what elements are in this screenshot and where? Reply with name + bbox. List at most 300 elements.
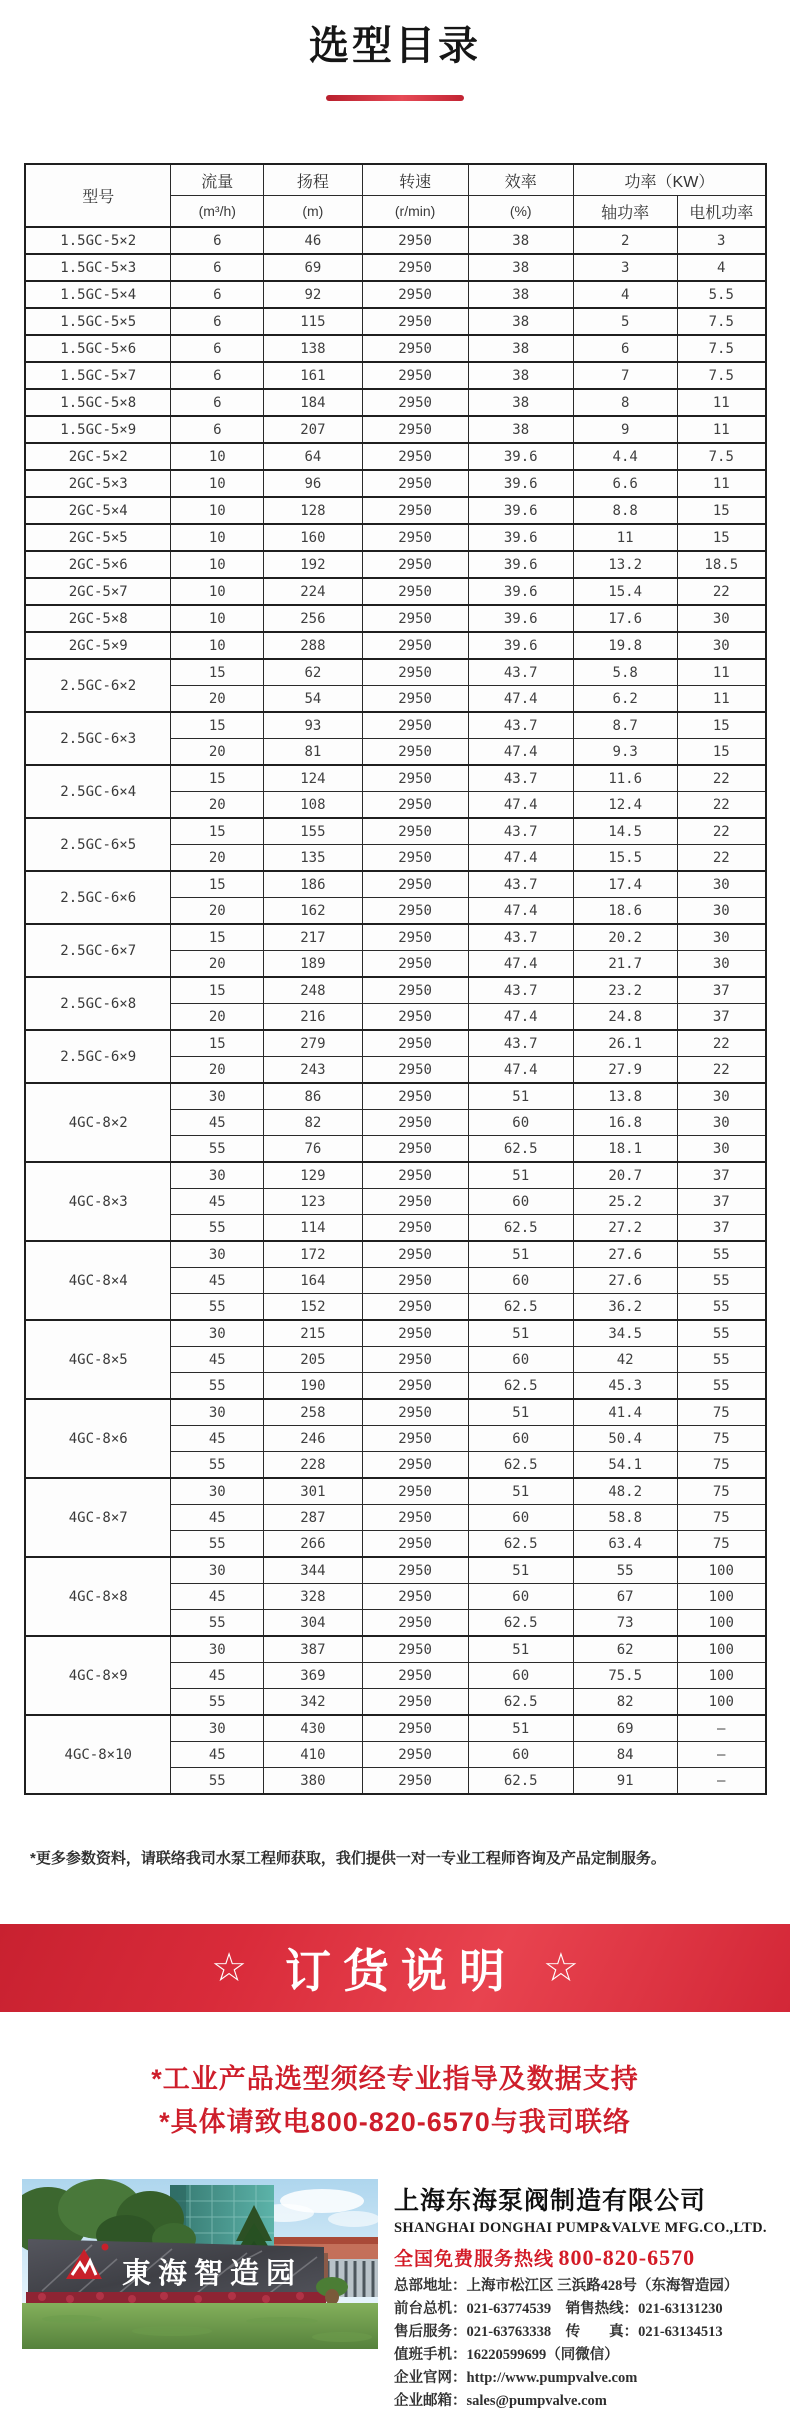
spec-cell: 344 (264, 1557, 363, 1584)
spec-cell: 2950 (362, 1004, 468, 1031)
spec-cell: 15.5 (573, 845, 677, 872)
spec-cell: 18.1 (573, 1136, 677, 1163)
spec-cell: 138 (264, 335, 363, 362)
model-group (25, 1030, 766, 1083)
spec-cell: 2950 (362, 712, 468, 739)
spec-cell: 15.4 (573, 578, 677, 605)
spec-cell: 30 (677, 605, 766, 632)
spec-cell: 8.8 (573, 497, 677, 524)
spec-cell: – (677, 1768, 766, 1795)
spec-cell: 2950 (362, 1294, 468, 1321)
spec-cell: 22 (677, 578, 766, 605)
model-cell: 4GC-8×2 (25, 1083, 171, 1162)
spec-cell: 76 (264, 1136, 363, 1163)
star-icon: ☆ (211, 1946, 247, 1990)
spec-cell: 369 (264, 1663, 363, 1689)
spec-cell: 62.5 (468, 1373, 573, 1400)
spec-cell: 10 (171, 632, 264, 659)
spec-cell: 91 (573, 1768, 677, 1795)
spec-cell: 135 (264, 845, 363, 872)
model-cell: 2GC-5×8 (25, 605, 171, 632)
spec-cell: 30 (171, 1162, 264, 1189)
spec-cell: 2950 (362, 951, 468, 978)
model-cell: 1.5GC-5×3 (25, 254, 171, 281)
model-cell: 1.5GC-5×5 (25, 308, 171, 335)
spec-cell: 2950 (362, 1715, 468, 1742)
model-cell: 2GC-5×7 (25, 578, 171, 605)
model-group (25, 632, 766, 659)
table-row (25, 335, 766, 362)
spec-cell: 15 (171, 765, 264, 792)
spec-cell: 22 (677, 845, 766, 872)
spec-cell: 36.2 (573, 1294, 677, 1321)
spec-cell: 2950 (362, 792, 468, 819)
spec-cell: 60 (468, 1426, 573, 1452)
table-row (25, 605, 766, 632)
spec-cell: 184 (264, 389, 363, 416)
spec-cell: 64 (264, 443, 363, 470)
spec-cell: 20.7 (573, 1162, 677, 1189)
spec-cell: 47.4 (468, 845, 573, 872)
spec-cell: 2950 (362, 524, 468, 551)
spec-cell: 92 (264, 281, 363, 308)
spec-cell: 342 (264, 1689, 363, 1716)
spec-cell: 30 (171, 1083, 264, 1110)
spec-cell: 51 (468, 1320, 573, 1347)
spec-cell: 37 (677, 1189, 766, 1215)
model-group (25, 1478, 766, 1557)
spec-cell: 43.7 (468, 765, 573, 792)
model-cell: 2.5GC-6×7 (25, 924, 171, 977)
spec-cell: 2950 (362, 1505, 468, 1531)
spec-cell: 60 (468, 1584, 573, 1610)
spec-cell: 17.6 (573, 605, 677, 632)
spec-cell: 51 (468, 1241, 573, 1268)
spec-cell: 43.7 (468, 1030, 573, 1057)
spec-cell: 47.4 (468, 686, 573, 713)
spec-cell: 39.6 (468, 470, 573, 497)
spec-cell: 14.5 (573, 818, 677, 845)
model-group (25, 1083, 766, 1162)
spec-cell: 228 (264, 1452, 363, 1479)
model-group (25, 1557, 766, 1636)
spec-cell: 38 (468, 362, 573, 389)
spec-cell: 2950 (362, 898, 468, 925)
spec-cell: 2950 (362, 871, 468, 898)
spec-cell: 304 (264, 1610, 363, 1637)
spec-cell: 3 (573, 254, 677, 281)
spec-cell: 11 (677, 659, 766, 686)
spec-cell: 243 (264, 1057, 363, 1084)
spec-cell: 30 (171, 1320, 264, 1347)
spec-cell: 73 (573, 1610, 677, 1637)
spec-cell: 38 (468, 308, 573, 335)
spec-cell: 37 (677, 1004, 766, 1031)
table-row (25, 1399, 766, 1426)
spec-cell: 50.4 (573, 1426, 677, 1452)
spec-cell: 38 (468, 254, 573, 281)
table-row (25, 281, 766, 308)
spec-cell: 54 (264, 686, 363, 713)
service-hotline (394, 2244, 778, 2271)
table-row (25, 977, 766, 1004)
spec-cell: 55 (677, 1373, 766, 1400)
spec-cell: 38 (468, 335, 573, 362)
spec-cell: 55 (171, 1294, 264, 1321)
model-cell: 2GC-5×2 (25, 443, 171, 470)
spec-cell: 114 (264, 1215, 363, 1242)
spec-cell: 47.4 (468, 951, 573, 978)
spec-cell: 30 (677, 871, 766, 898)
spec-cell: 387 (264, 1636, 363, 1663)
spec-cell: 2950 (362, 281, 468, 308)
spec-cell: 30 (171, 1399, 264, 1426)
spec-cell: 43.7 (468, 659, 573, 686)
spec-cell: 11 (677, 686, 766, 713)
spec-cell: 15 (171, 871, 264, 898)
spec-cell: 7.5 (677, 308, 766, 335)
spec-cell: 20 (171, 845, 264, 872)
spec-cell: 30 (171, 1636, 264, 1663)
spec-cell: 10 (171, 443, 264, 470)
model-cell: 4GC-8×6 (25, 1399, 171, 1478)
spec-cell: 51 (468, 1162, 573, 1189)
spec-cell: 2950 (362, 254, 468, 281)
model-group (25, 1715, 766, 1794)
spec-cell: 30 (171, 1478, 264, 1505)
spec-cell: 37 (677, 977, 766, 1004)
spec-cell: 6 (171, 308, 264, 335)
spec-cell: 164 (264, 1268, 363, 1294)
table-row (25, 924, 766, 951)
spec-cell: 2 (573, 227, 677, 254)
spec-cell: 51 (468, 1399, 573, 1426)
spec-cell: 15 (677, 739, 766, 766)
model-cell: 4GC-8×9 (25, 1636, 171, 1715)
spec-cell: 2950 (362, 924, 468, 951)
model-cell: 4GC-8×5 (25, 1320, 171, 1399)
spec-cell: 45 (171, 1742, 264, 1768)
spec-cell: 82 (264, 1110, 363, 1136)
detail-mobile: 值班手机：16220599699（同微信） (394, 2347, 619, 2364)
model-group (25, 765, 766, 818)
spec-cell: 67 (573, 1584, 677, 1610)
spec-cell: 2950 (362, 1636, 468, 1663)
spec-cell: 27.6 (573, 1241, 677, 1268)
spec-cell: 46 (264, 227, 363, 254)
table-row (25, 1478, 766, 1505)
spec-cell: 18.5 (677, 551, 766, 578)
spec-cell: 38 (468, 281, 573, 308)
table-row (25, 578, 766, 605)
model-group (25, 227, 766, 254)
spec-cell: 60 (468, 1742, 573, 1768)
table-row (25, 712, 766, 739)
spec-cell: 15 (171, 659, 264, 686)
model-cell: 4GC-8×7 (25, 1478, 171, 1557)
model-cell: 2.5GC-6×6 (25, 871, 171, 924)
header-efficiency-unit: (%) (468, 196, 573, 228)
model-cell: 1.5GC-5×2 (25, 227, 171, 254)
spec-cell: 108 (264, 792, 363, 819)
spec-cell: 10 (171, 524, 264, 551)
spec-cell: 45 (171, 1663, 264, 1689)
spec-cell: 287 (264, 1505, 363, 1531)
spec-cell: 2950 (362, 1584, 468, 1610)
table-row (25, 1557, 766, 1584)
model-group (25, 335, 766, 362)
model-cell: 2GC-5×5 (25, 524, 171, 551)
spec-cell: 84 (573, 1742, 677, 1768)
spec-cell: 62.5 (468, 1452, 573, 1479)
table-row (25, 551, 766, 578)
spec-cell: 47.4 (468, 1057, 573, 1084)
spec-cell: 6 (171, 281, 264, 308)
spec-cell: 38 (468, 416, 573, 443)
spec-cell: 48.2 (573, 1478, 677, 1505)
spec-cell: 62 (264, 659, 363, 686)
model-cell: 2.5GC-6×5 (25, 818, 171, 871)
spec-cell: 15 (677, 524, 766, 551)
spec-cell: 2950 (362, 1162, 468, 1189)
model-cell: 2.5GC-6×3 (25, 712, 171, 765)
model-cell: 4GC-8×4 (25, 1241, 171, 1320)
order-banner-title: 订货说明 (285, 1945, 517, 1997)
spec-cell: 2950 (362, 362, 468, 389)
spec-cell: 62.5 (468, 1768, 573, 1795)
spec-cell: 100 (677, 1636, 766, 1663)
table-row (25, 416, 766, 443)
spec-cell: 380 (264, 1768, 363, 1795)
spec-cell: 58.8 (573, 1505, 677, 1531)
spec-cell: 75 (677, 1452, 766, 1479)
company-info (394, 2179, 778, 2412)
header-flow: 流量 (171, 164, 264, 196)
spec-cell: 75 (677, 1478, 766, 1505)
spec-cell: 215 (264, 1320, 363, 1347)
model-group (25, 924, 766, 977)
spec-cell: 2950 (362, 1557, 468, 1584)
spec-cell: 22 (677, 765, 766, 792)
spec-cell: 45 (171, 1110, 264, 1136)
spec-cell: 13.2 (573, 551, 677, 578)
spec-cell: 39.6 (468, 443, 573, 470)
spec-cell: 2950 (362, 308, 468, 335)
spec-cell: 55 (573, 1557, 677, 1584)
spec-cell: 5.5 (677, 281, 766, 308)
spec-cell: 45 (171, 1584, 264, 1610)
table-row (25, 818, 766, 845)
star-icon: ☆ (543, 1946, 579, 1990)
spec-cell: 189 (264, 951, 363, 978)
spec-cell: 410 (264, 1742, 363, 1768)
spec-cell: 6 (171, 227, 264, 254)
spec-cell: 2950 (362, 1663, 468, 1689)
spec-cell: 15 (171, 712, 264, 739)
spec-cell: 100 (677, 1584, 766, 1610)
spec-cell: – (677, 1742, 766, 1768)
spec-cell: 217 (264, 924, 363, 951)
header-speed-unit: (r/min) (362, 196, 468, 228)
table-row (25, 389, 766, 416)
detail-address: 总部地址：上海市松江区 三浜路428号（东海智造园） (394, 2278, 739, 2295)
spec-cell: 60 (468, 1110, 573, 1136)
spec-cell: 86 (264, 1083, 363, 1110)
spec-cell: 2950 (362, 1215, 468, 1242)
spec-cell: 100 (677, 1663, 766, 1689)
spec-cell: 2950 (362, 1320, 468, 1347)
spec-cell: 20.2 (573, 924, 677, 951)
spec-cell: 51 (468, 1478, 573, 1505)
company-name-cn: 上海东海泵阀制造有限公司 (394, 2187, 707, 2216)
spec-cell: 27.2 (573, 1215, 677, 1242)
spec-cell: 62.5 (468, 1689, 573, 1716)
spec-cell: 62.5 (468, 1610, 573, 1637)
model-group (25, 578, 766, 605)
spec-cell: 12.4 (573, 792, 677, 819)
table-row (25, 524, 766, 551)
spec-cell: 246 (264, 1426, 363, 1452)
spec-cell: 124 (264, 765, 363, 792)
spec-cell: 21.7 (573, 951, 677, 978)
factory-photo (22, 2179, 378, 2349)
spec-cell: 11 (677, 470, 766, 497)
spec-cell: 2950 (362, 1030, 468, 1057)
spec-table (24, 163, 767, 1795)
spec-cell: 55 (677, 1294, 766, 1321)
spec-cell: 15 (171, 818, 264, 845)
spec-cell: 82 (573, 1689, 677, 1716)
spec-cell: 15 (171, 924, 264, 951)
company-name-en: SHANGHAI DONGHAI PUMP&VALVE MFG.CO.,LTD. (394, 2220, 767, 2237)
spec-cell: 2950 (362, 818, 468, 845)
table-row (25, 632, 766, 659)
model-cell: 2GC-5×6 (25, 551, 171, 578)
spec-cell: 2950 (362, 389, 468, 416)
header-efficiency: 效率 (468, 164, 573, 196)
spec-cell: 75 (677, 1505, 766, 1531)
spec-cell: 6 (573, 335, 677, 362)
spec-cell: 2950 (362, 1057, 468, 1084)
model-group (25, 1241, 766, 1320)
model-cell: 2GC-5×4 (25, 497, 171, 524)
spec-cell: 37 (677, 1215, 766, 1242)
table-row (25, 227, 766, 254)
spec-cell: 20 (171, 792, 264, 819)
detail-website: 企业官网：http://www.pumpvalve.com (394, 2369, 638, 2386)
spec-cell: 10 (171, 497, 264, 524)
spec-cell: 55 (171, 1531, 264, 1558)
table-row (25, 1241, 766, 1268)
spec-cell: 2950 (362, 1742, 468, 1768)
spec-cell: 2950 (362, 1610, 468, 1637)
spec-cell: 19.8 (573, 632, 677, 659)
spec-cell: 45.3 (573, 1373, 677, 1400)
spec-cell: 3 (677, 227, 766, 254)
table-row (25, 470, 766, 497)
spec-cell: 9 (573, 416, 677, 443)
spec-cell: 279 (264, 1030, 363, 1057)
company-section (22, 2179, 778, 2412)
model-group (25, 254, 766, 281)
spec-cell: 20 (171, 739, 264, 766)
model-group (25, 659, 766, 712)
spec-cell: 6.2 (573, 686, 677, 713)
spec-cell: 55 (171, 1689, 264, 1716)
model-group (25, 281, 766, 308)
spec-cell: 26.1 (573, 1030, 677, 1057)
spec-cell: 30 (677, 1083, 766, 1110)
header-power: 功率（KW） (573, 164, 766, 196)
spec-cell: 38 (468, 227, 573, 254)
spec-cell: 30 (677, 1110, 766, 1136)
spec-cell: 2950 (362, 1452, 468, 1479)
spec-cell: 207 (264, 416, 363, 443)
order-notice-line: *工业产品选型须经专业指导及数据支持 (151, 2064, 639, 2094)
spec-cell: 60 (468, 1663, 573, 1689)
table-row (25, 1162, 766, 1189)
spec-cell: 13.8 (573, 1083, 677, 1110)
model-group (25, 1320, 766, 1399)
spec-cell: 6 (171, 416, 264, 443)
model-cell: 2GC-5×9 (25, 632, 171, 659)
spec-cell: 60 (468, 1505, 573, 1531)
order-instructions-banner (0, 1924, 790, 2012)
table-row (25, 308, 766, 335)
spec-cell: 30 (677, 924, 766, 951)
model-group (25, 1636, 766, 1715)
model-cell: 1.5GC-5×7 (25, 362, 171, 389)
factory-photo-illustration (22, 2179, 378, 2349)
model-cell: 2.5GC-6×2 (25, 659, 171, 712)
spec-cell: 301 (264, 1478, 363, 1505)
spec-cell: 45 (171, 1268, 264, 1294)
model-cell: 2.5GC-6×8 (25, 977, 171, 1030)
spec-cell: 42 (573, 1347, 677, 1373)
spec-cell: 10 (171, 578, 264, 605)
order-notice-line: *具体请致电800-820-6570与我司联络 (159, 2106, 631, 2137)
parameters-note: *更多参数资料，请联络我司水泵工程师获取，我们提供一对一专业工程师咨询及产品定制服务。 (30, 1850, 666, 1867)
spec-cell: 128 (264, 497, 363, 524)
spec-cell: 24.8 (573, 1004, 677, 1031)
table-row (25, 362, 766, 389)
model-cell: 1.5GC-5×6 (25, 335, 171, 362)
spec-cell: 39.6 (468, 524, 573, 551)
spec-cell: 288 (264, 632, 363, 659)
table-row (25, 497, 766, 524)
spec-cell: 75.5 (573, 1663, 677, 1689)
spec-cell: 2950 (362, 1426, 468, 1452)
spec-cell: 8 (573, 389, 677, 416)
spec-cell: 81 (264, 739, 363, 766)
spec-cell: 11 (677, 416, 766, 443)
spec-cell: 51 (468, 1715, 573, 1742)
spec-cell: 51 (468, 1557, 573, 1584)
spec-cell: 123 (264, 1189, 363, 1215)
spec-cell: 39.6 (468, 578, 573, 605)
spec-cell: 8.7 (573, 712, 677, 739)
spec-cell: 7.5 (677, 443, 766, 470)
spec-cell: 115 (264, 308, 363, 335)
spec-cell: 55 (171, 1373, 264, 1400)
spec-cell: 60 (468, 1347, 573, 1373)
table-row (25, 1320, 766, 1347)
spec-cell: 10 (171, 470, 264, 497)
spec-cell: 55 (171, 1136, 264, 1163)
spec-cell: 16.8 (573, 1110, 677, 1136)
spec-cell: 2950 (362, 739, 468, 766)
spec-cell: 20 (171, 1004, 264, 1031)
